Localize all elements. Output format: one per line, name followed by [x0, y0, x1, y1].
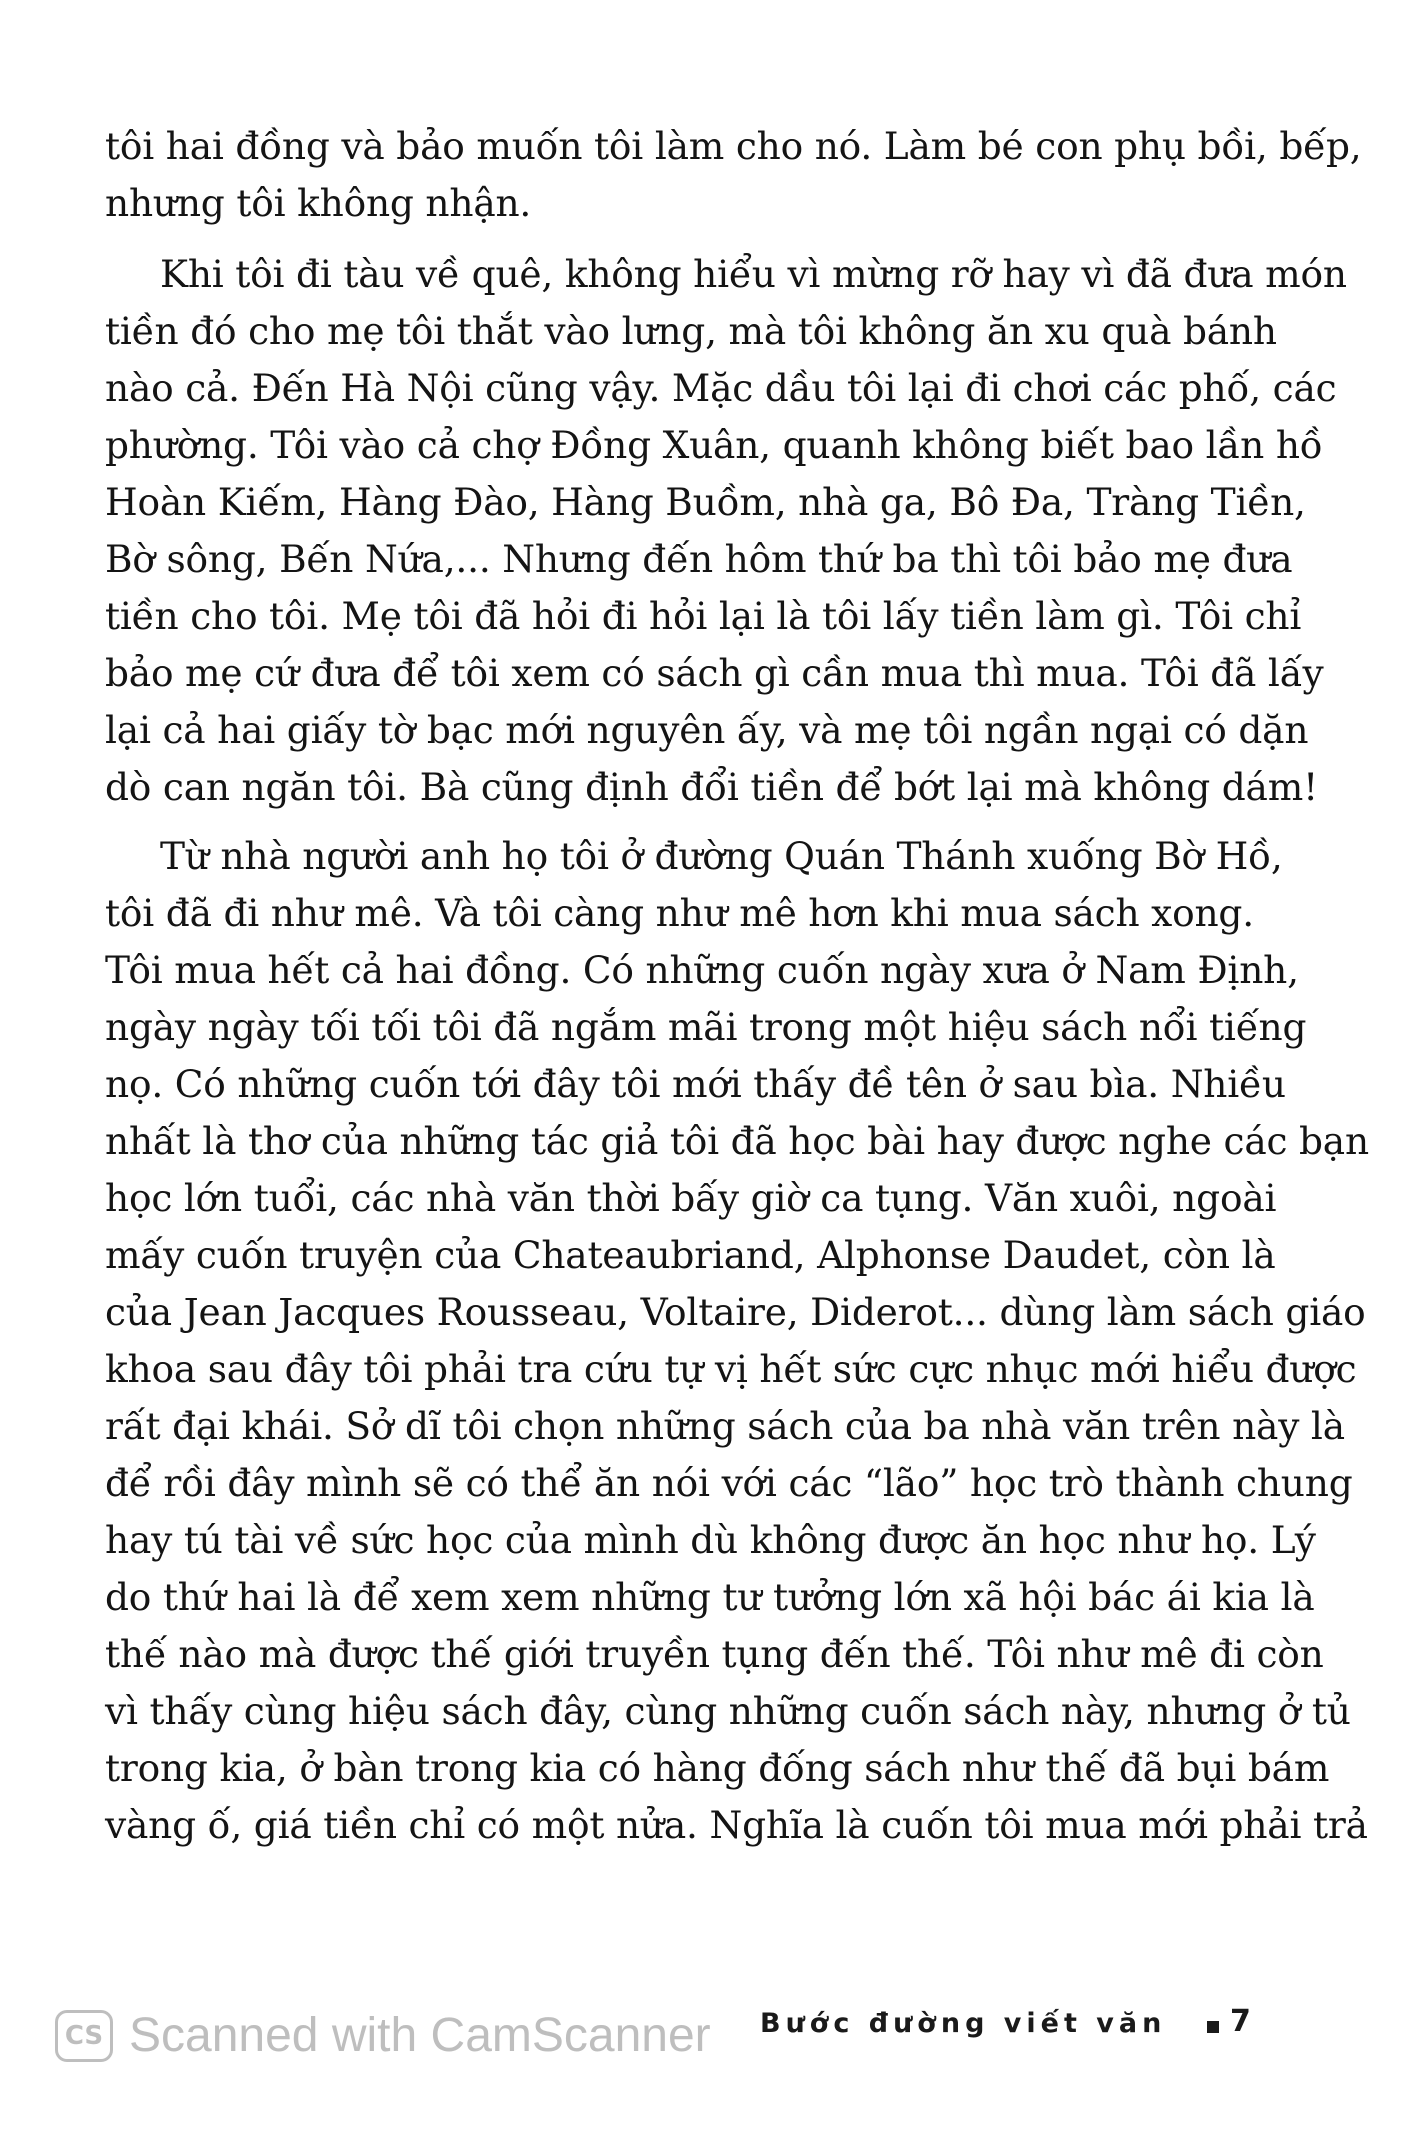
- text-line: học lớn tuổi, các nhà văn thời bấy giờ ca tụng. Văn xuôi, ngoài: [105, 1176, 1277, 1220]
- text-line: thế nào mà được thế giới truyền tụng đến thế. Tôi như mê đi còn: [105, 1632, 1324, 1676]
- text-line: rất đại khái. Sở dĩ tôi chọn những sách của ba nhà văn trên này là: [105, 1404, 1345, 1448]
- text-line: Khi tôi đi tàu về quê, không hiểu vì mừng rỡ hay vì đã đưa món: [160, 252, 1347, 296]
- text-line: Hoàn Kiếm, Hàng Đào, Hàng Buồm, nhà ga, Bô Đa, Tràng Tiền,: [105, 480, 1306, 524]
- camscanner-logo-icon: CS: [55, 2010, 113, 2062]
- text-line: dò can ngăn tôi. Bà cũng định đổi tiền để bớt lại mà không dám!: [105, 765, 1318, 809]
- text-line: tiền đó cho mẹ tôi thắt vào lưng, mà tôi không ăn xu quà bánh: [105, 309, 1277, 353]
- text-line: tôi hai đồng và bảo muốn tôi làm cho nó. Làm bé con phụ bồi, bếp,: [105, 124, 1362, 168]
- text-line: khoa sau đây tôi phải tra cứu tự vị hết sức cực nhục mới hiểu được: [105, 1347, 1357, 1391]
- text-line: lại cả hai giấy tờ bạc mới nguyên ấy, và mẹ tôi ngần ngại có dặn: [105, 708, 1309, 752]
- text-line: nhưng tôi không nhận.: [105, 181, 532, 225]
- text-line: Tôi mua hết cả hai đồng. Có những cuốn ngày xưa ở Nam Định,: [105, 948, 1299, 992]
- camscanner-watermark: [55, 2008, 711, 2063]
- text-line: của Jean Jacques Rousseau, Voltaire, Diderot... dùng làm sách giáo: [105, 1290, 1366, 1334]
- text-line: nhất là thơ của những tác giả tôi đã học bài hay được nghe các bạn: [105, 1119, 1369, 1163]
- text-line: trong kia, ở bàn trong kia có hàng đống sách như thế đã bụi bám: [105, 1746, 1330, 1790]
- text-line: nào cả. Đến Hà Nội cũng vậy. Mặc dầu tôi lại đi chơi các phố, các: [105, 366, 1337, 410]
- text-line: ngày ngày tối tối tôi đã ngắm mãi trong một hiệu sách nổi tiếng: [105, 1005, 1307, 1049]
- text-line: Bờ sông, Bến Nứa,... Nhưng đến hôm thứ ba thì tôi bảo mẹ đưa: [105, 537, 1293, 581]
- text-line: vì thấy cùng hiệu sách đây, cùng những cuốn sách này, nhưng ở tủ: [105, 1689, 1351, 1733]
- text-line: để rồi đây mình sẽ có thể ăn nói với các “lão” học trò thành chung: [105, 1461, 1353, 1505]
- text-line: bảo mẹ cứ đưa để tôi xem có sách gì cần mua thì mua. Tôi đã lấy: [105, 651, 1324, 695]
- text-line: tiền cho tôi. Mẹ tôi đã hỏi đi hỏi lại là tôi lấy tiền làm gì. Tôi chỉ: [105, 594, 1302, 638]
- running-footer-title: Bước đường viết văn: [760, 2008, 1167, 2039]
- watermark-text: Scanned with CamScanner: [129, 2009, 711, 2062]
- text-line: Từ nhà người anh họ tôi ở đường Quán Thánh xuống Bờ Hồ,: [160, 834, 1283, 878]
- text-line: tôi đã đi như mê. Và tôi càng như mê hơn khi mua sách xong.: [105, 891, 1254, 935]
- text-line: phường. Tôi vào cả chợ Đồng Xuân, quanh không biết bao lần hồ: [105, 423, 1323, 467]
- text-line: hay tú tài về sức học của mình dù không được ăn học như họ. Lý: [105, 1518, 1316, 1562]
- page-number: 7: [1230, 2004, 1251, 2039]
- text-line: nọ. Có những cuốn tới đây tôi mới thấy đề tên ở sau bìa. Nhiều: [105, 1062, 1286, 1106]
- text-line: do thứ hai là để xem xem những tư tưởng lớn xã hội bác ái kia là: [105, 1575, 1315, 1619]
- text-line: mấy cuốn truyện của Chateaubriand, Alphonse Daudet, còn là: [105, 1233, 1276, 1277]
- text-line: vàng ố, giá tiền chỉ có một nửa. Nghĩa là cuốn tôi mua mới phải trả: [105, 1803, 1368, 1847]
- footer-bullet-icon: [1207, 2021, 1219, 2033]
